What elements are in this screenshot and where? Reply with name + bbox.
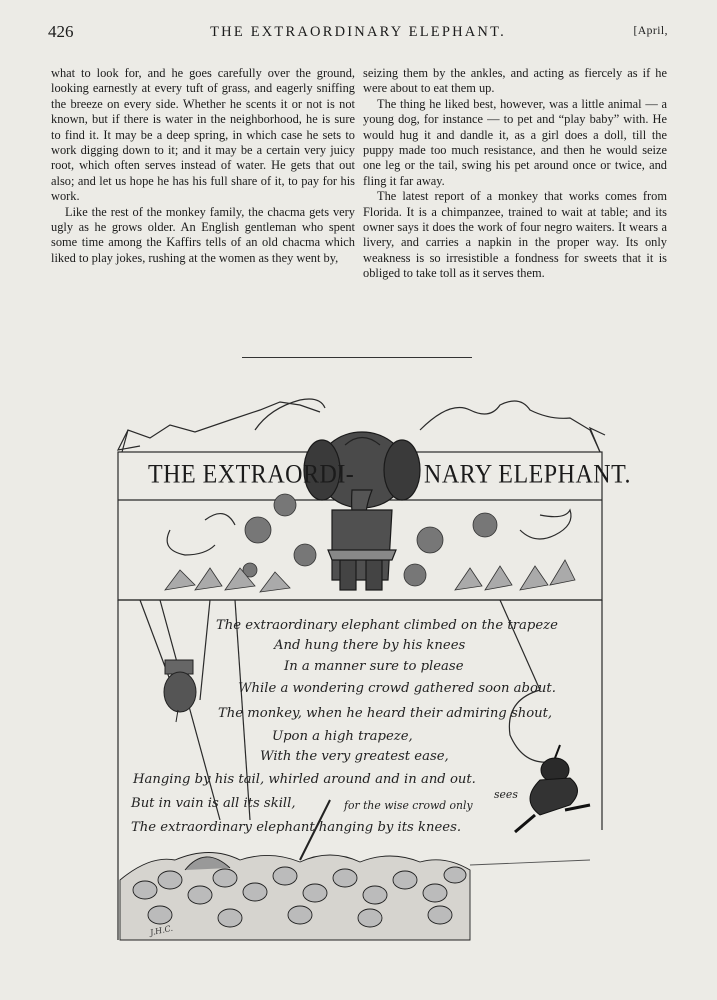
running-title: THE EXTRAORDINARY ELEPHANT. (210, 24, 506, 40)
elephant-figure (304, 432, 420, 590)
verse-line: But in vain is all its skill, (131, 796, 296, 811)
page-number: 426 (48, 22, 74, 41)
verse-line: Upon a high trapeze, (272, 729, 413, 744)
verse-line: The extraordinary elephant hanging by its knees. (131, 820, 462, 835)
verse-line: While a wondering crowd gathered soon about. (238, 681, 556, 696)
verse-line: Hanging by his tail, whirled around and in and out. (133, 772, 476, 787)
banner-title-left: THE EXTRAORDI- (148, 460, 355, 489)
verse-line: With the very greatest ease, (260, 749, 449, 764)
verse-line: In a manner sure to please (284, 659, 464, 674)
paragraph: seizing them by the ankles, and acting as fiercely as if he were about to eat them up. (363, 66, 667, 96)
paragraph: The latest report of a monkey that works comes from Florida. It is a chimpanzee, trained to wait at table; and its owner says it does the work of four negro waiters. It wears a livery, and carries a napkin in the proper way. Its only weakness is so irresistible a fondness for sweets that it is obliged to take toll as it serves them. (363, 189, 667, 281)
banner-title-right: NARY ELEPHANT. (424, 460, 631, 489)
verse-line: And hung there by his knees (274, 638, 466, 653)
paragraph: Like the rest of the monkey family, the chacma gets very ugly as he grows older. An English gentleman who spent some time among the Kaffirs tells of an old chacma which liked to play jokes, rushing at the women as they went by, (51, 204, 355, 265)
issue-month: [April, (633, 25, 668, 37)
paragraph: what to look for, and he goes carefully over the ground, looking earnestly at every tuft of grass, and eagerly sniffing the breeze on every side. Whether he scents it or not is not known, but if there is water in the neighborhood, he is sure to find it. It may be a deep spring, in which case he sets to work digging down to it; and it may be a certain very juicy root, which often serves instead of water. He gets that out also; and let us hope he has his full share of it, to pay for his work. (51, 66, 355, 204)
verse-line: sees (494, 788, 518, 801)
verse-line: for the wise crowd only (344, 799, 473, 812)
paragraph: The thing he liked best, however, was a little animal — a young dog, for instance — to pet and “play baby” with. He would hug it and dandle it, as a girl does a doll, till the puppy made too much resistance, and then he would seize one leg or the tail, swing his pet around once or twice, and fling it far away. (363, 96, 667, 188)
crowd (120, 800, 590, 940)
monkey-figure (515, 745, 590, 832)
verse-line: The monkey, when he heard their admiring shout, (218, 706, 553, 721)
verse-line: The extraordinary elephant climbed on the trapeze (216, 618, 558, 633)
artist-signature: J.H.C. (149, 923, 174, 938)
